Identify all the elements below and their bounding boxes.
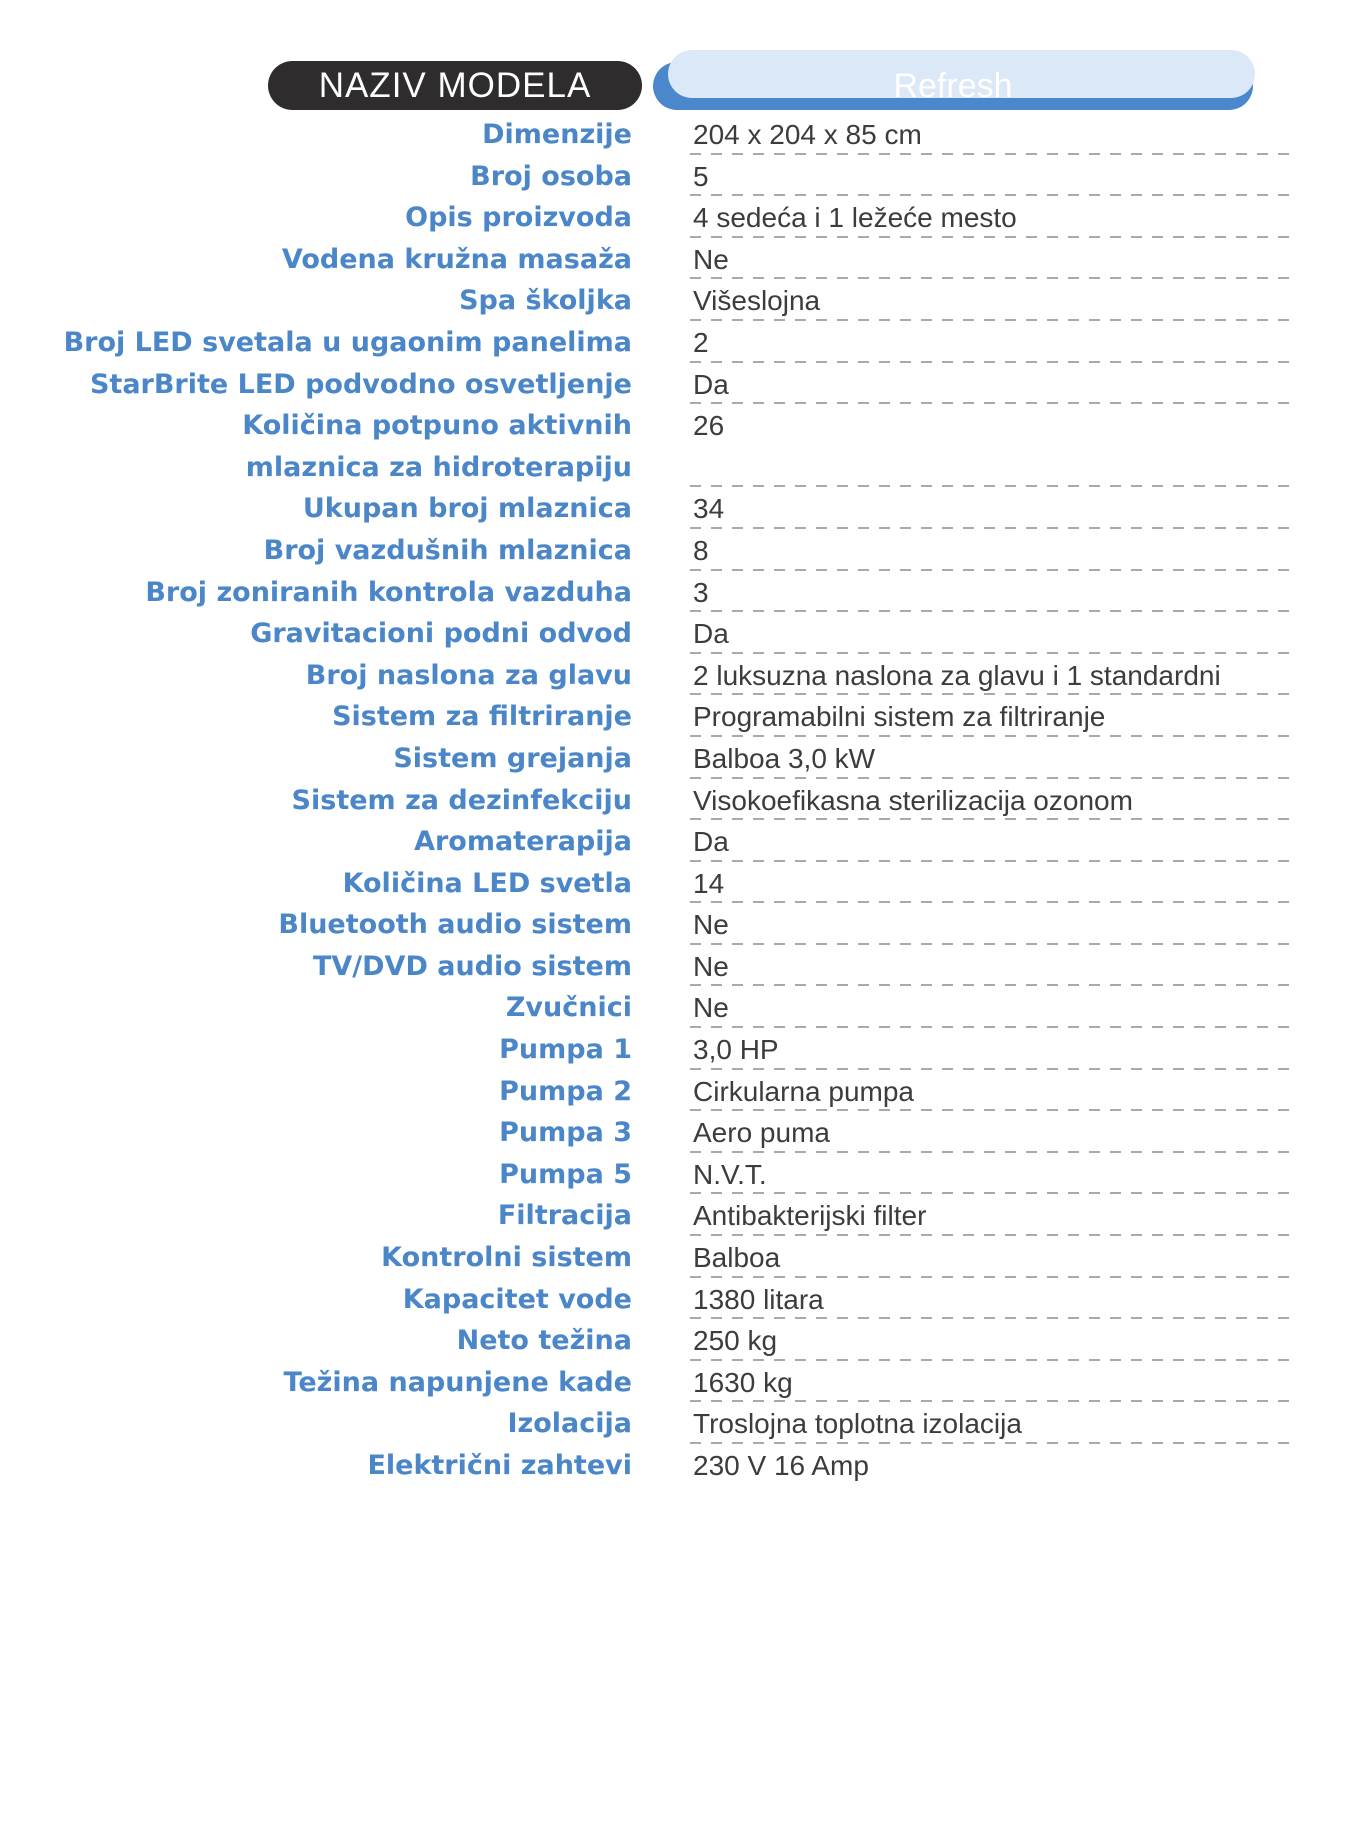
spec-label [0, 987, 632, 1029]
spec-row [0, 987, 1368, 1029]
spec-row [0, 530, 1368, 572]
spec-row [0, 1154, 1368, 1196]
spec-label [0, 1279, 632, 1321]
spec-label [0, 572, 632, 614]
spec-label [0, 1071, 632, 1113]
spec-value-cell [690, 114, 1298, 156]
spec-label [0, 780, 632, 822]
spec-label [0, 1362, 632, 1404]
spec-label-line: Izolacija [507, 1408, 632, 1440]
spec-label [0, 904, 632, 946]
spec-label [0, 613, 632, 655]
spec-value: 2 luksuzna naslona za glavu i 1 standardni [693, 659, 1221, 691]
spec-value-cell [690, 488, 1298, 530]
spec-value-cell [690, 946, 1298, 988]
spec-value: Cirkularna pumpa [693, 1075, 914, 1107]
spec-label [0, 364, 632, 406]
spec-value: 26 [693, 410, 725, 442]
spec-label [0, 239, 632, 281]
spec-row [0, 1279, 1368, 1321]
spec-row [0, 1320, 1368, 1362]
spec-label [0, 530, 632, 572]
spec-value-cell [690, 1154, 1298, 1196]
spec-value-cell [690, 1279, 1298, 1321]
spec-row [0, 863, 1368, 905]
spec-value: Aero puma [693, 1117, 830, 1149]
spec-label-line: Količina LED svetla [342, 867, 632, 899]
spec-row [0, 1112, 1368, 1154]
spec-label-line: Zvučnici [505, 992, 632, 1024]
spec-value-cell [690, 405, 1298, 488]
spec-value-cell [690, 655, 1298, 697]
spec-value-cell [690, 696, 1298, 738]
spec-value: 3 [693, 576, 709, 608]
spec-label [0, 655, 632, 697]
spec-row [0, 780, 1368, 822]
spec-value-cell [690, 197, 1298, 239]
spec-value-cell [690, 738, 1298, 780]
model-label-text: NAZIV MODELA [318, 65, 592, 105]
spec-value-cell [690, 1195, 1298, 1237]
spec-value: 204 x 204 x 85 cm [693, 119, 922, 150]
model-label-pill [268, 61, 642, 110]
spec-label-line: Neto težina [456, 1325, 632, 1357]
spec-row [0, 1237, 1368, 1279]
spec-label [0, 863, 632, 905]
spec-value-cell [690, 863, 1298, 905]
spec-label [0, 1154, 632, 1196]
spec-label-line: Količina potpuno aktivnih [242, 410, 632, 442]
spec-row [0, 1029, 1368, 1071]
spec-value: Ne [693, 992, 729, 1024]
spec-label [0, 156, 632, 198]
spec-value: Da [693, 368, 729, 400]
spec-value: Da [693, 826, 729, 858]
spec-label [0, 696, 632, 738]
spec-label [0, 197, 632, 239]
spec-value-cell [690, 987, 1298, 1029]
spec-label-line: Vodena kružna masaža [281, 243, 632, 275]
spec-value-cell [690, 613, 1298, 655]
spec-value-cell [690, 1320, 1298, 1362]
spec-label-line: Sistem grejanja [393, 742, 632, 774]
spec-value: Antibakterijski filter [693, 1200, 927, 1232]
spec-table [0, 114, 1368, 1487]
spec-row [0, 1445, 1368, 1487]
spec-value-cell [690, 280, 1298, 322]
spec-label-line: Kontrolni sistem [381, 1242, 632, 1274]
spec-label-line: Aromaterapija [414, 826, 632, 858]
spec-label [0, 1029, 632, 1071]
spec-label [0, 738, 632, 780]
spec-label-line: Pumpa 3 [499, 1117, 632, 1149]
spec-row [0, 613, 1368, 655]
spec-row [0, 364, 1368, 406]
model-name-pill [653, 62, 1253, 110]
spec-value: Ne [693, 909, 729, 941]
spec-row [0, 322, 1368, 364]
spec-row [0, 488, 1368, 530]
spec-label-line: Sistem za filtriranje [332, 701, 632, 733]
spec-label-line: Broj zoniranih kontrola vazduha [145, 576, 632, 608]
spec-row [0, 738, 1368, 780]
spec-value: 230 V 16 Amp [693, 1450, 869, 1481]
spec-value: Troslojna toplotna izolacija [693, 1408, 1022, 1440]
spec-value-cell [690, 239, 1298, 281]
spec-label-line: Dimenzije [482, 119, 632, 150]
spec-row [0, 1071, 1368, 1113]
spec-label-line: Sistem za dezinfekciju [291, 784, 632, 816]
spec-value: Ne [693, 950, 729, 982]
spec-label-line: TV/DVD audio sistem [312, 950, 632, 982]
spec-label [0, 1403, 632, 1445]
spec-row [0, 696, 1368, 738]
spec-value: Programabilni sistem za filtriranje [693, 701, 1106, 733]
spec-label [0, 1112, 632, 1154]
spec-value: 4 sedeća i 1 ležeće mesto [693, 202, 1017, 234]
spec-label [0, 1445, 632, 1487]
spec-value: Ne [693, 243, 729, 275]
spec-row [0, 904, 1368, 946]
spec-row [0, 821, 1368, 863]
spec-value: 1630 kg [693, 1366, 793, 1398]
spec-value-cell [690, 572, 1298, 614]
spec-label-line: Ukupan broj mlaznica [302, 493, 632, 525]
spec-row [0, 572, 1368, 614]
spec-value: 5 [693, 160, 709, 192]
spec-label-line: Broj osoba [470, 160, 632, 192]
spec-label [0, 1237, 632, 1279]
spec-row [0, 114, 1368, 156]
spec-value: 2 [693, 326, 709, 358]
spec-value-cell [690, 530, 1298, 572]
spec-value-cell [690, 780, 1298, 822]
spec-value: Visokoefikasna sterilizacija ozonom [693, 784, 1133, 816]
spec-value-cell [690, 1445, 1298, 1487]
spec-label [0, 405, 632, 488]
spec-value-cell [690, 1112, 1298, 1154]
spec-row [0, 280, 1368, 322]
spec-row [0, 655, 1368, 697]
spec-value-cell [690, 1237, 1298, 1279]
spec-row [0, 1403, 1368, 1445]
spec-value-cell [690, 1029, 1298, 1071]
spec-value-cell [690, 1362, 1298, 1404]
spec-label-line: mlaznica za hidroterapiju [245, 451, 632, 483]
header [268, 61, 1253, 110]
spec-label-line: Opis proizvoda [405, 202, 632, 234]
spec-value: 1380 litara [693, 1283, 824, 1315]
spec-label [0, 488, 632, 530]
spec-row [0, 405, 1368, 488]
model-name-text: Refresh [893, 66, 1013, 105]
spec-label-line: Broj vazdušnih mlaznica [263, 534, 632, 566]
spec-value-cell [690, 364, 1298, 406]
spec-row [0, 946, 1368, 988]
spec-value-cell [690, 821, 1298, 863]
spec-value: Višeslojna [693, 285, 821, 317]
spec-label-line: Pumpa 1 [499, 1034, 632, 1066]
spec-label [0, 1320, 632, 1362]
spec-label-line: Broj LED svetala u ugaonim panelima [63, 326, 632, 358]
spec-value: 14 [693, 867, 725, 899]
spec-value-cell [690, 904, 1298, 946]
spec-label-line: StarBrite LED podvodno osvetljenje [89, 368, 632, 400]
spec-value: 3,0 HP [693, 1034, 779, 1066]
spec-value: 8 [693, 534, 709, 566]
spec-value-cell [690, 1403, 1298, 1445]
spec-label [0, 322, 632, 364]
spec-label-line: Broj naslona za glavu [305, 659, 632, 691]
spec-value: N.V.T. [693, 1158, 767, 1190]
spec-label-line: Spa školjka [459, 285, 632, 317]
spec-label-line: Električni zahtevi [367, 1450, 632, 1481]
spec-row [0, 197, 1368, 239]
spec-label-line: Pumpa 2 [499, 1075, 632, 1107]
spec-value: Da [693, 618, 729, 650]
spec-label-line: Pumpa 5 [499, 1158, 632, 1190]
spec-label [0, 946, 632, 988]
spec-value: 250 kg [693, 1325, 778, 1357]
spec-label [0, 821, 632, 863]
spec-row [0, 156, 1368, 198]
spec-value-cell [690, 156, 1298, 198]
spec-label-line: Gravitacioni podni odvod [250, 618, 632, 650]
spec-value-cell [690, 1071, 1298, 1113]
spec-row [0, 1195, 1368, 1237]
spec-label-line: Težina napunjene kade [283, 1366, 632, 1398]
spec-label [0, 1195, 632, 1237]
spec-label [0, 114, 632, 156]
spec-value-cell [690, 322, 1298, 364]
spec-label-line: Kapacitet vode [402, 1283, 632, 1315]
spec-label-line: Filtracija [497, 1200, 632, 1232]
spec-label [0, 280, 632, 322]
spec-value: Balboa [693, 1242, 781, 1274]
spec-value: Balboa 3,0 kW [693, 742, 876, 774]
spec-row [0, 239, 1368, 281]
spec-value: 34 [693, 493, 725, 525]
spec-label-line: Bluetooth audio sistem [278, 909, 632, 941]
spec-row [0, 1362, 1368, 1404]
